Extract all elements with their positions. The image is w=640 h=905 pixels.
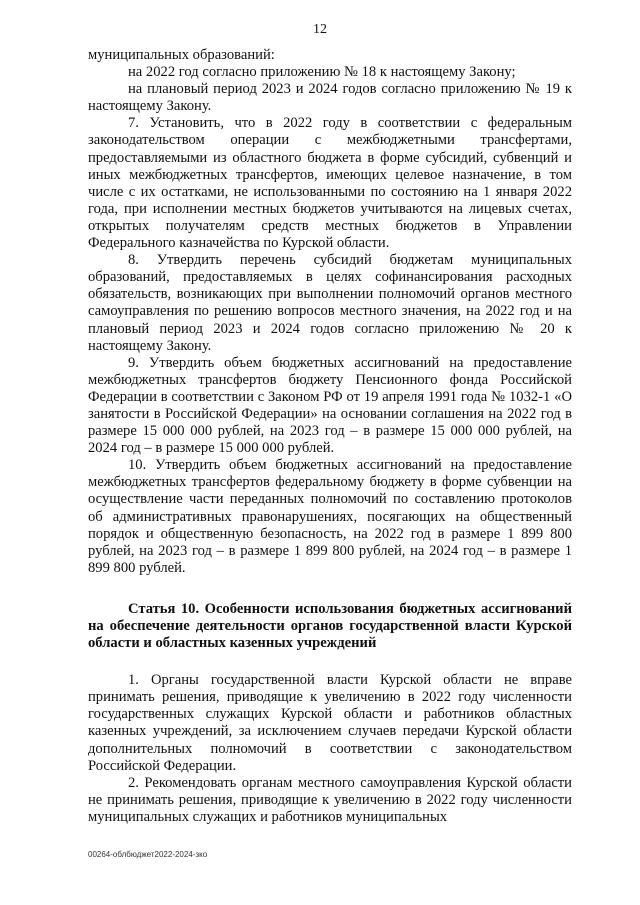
paragraph-item-9: 9. Утвердить объем бюджетных ассигнований на предоставление межбюджетных трансфертов бюджету Пенсионного фонда Российской Федерации в соответствии с Законом РФ от 19 апреля 1991 года № 1032-1 «О занятости в Российской Федерации» на основании соглашения на 2022 год в размере 15 000 000 рублей, на 2023 год – в размере 15 000 000 рублей, на 2024 год – в размере 15 000 000 рублей. <box>88 354 572 457</box>
paragraph-2022-annex: на 2022 год согласно приложению № 18 к настоящему Закону; <box>128 64 516 81</box>
spacer <box>88 577 572 601</box>
article-paragraph-2: 2. Рекомендовать органам местного самоуправления Курской области не принимать решения, приводящие к увеличению в 2022 году численности муниципальных служащих и работников муниципальных <box>88 774 572 825</box>
article-10-heading: Статья 10. Особенности использования бюджетных ассигнований на обеспечение деятельности органов государственной власти Курской области и областных казенных учреждений <box>88 600 572 652</box>
footer-document-code: 00264-облбюджет2022-2024-зко <box>88 850 208 859</box>
paragraph-item-10: 10. Утвердить объем бюджетных ассигнований на предоставление межбюджетных трансфертов федеральному бюджету в форме субвенции на осуществление части переданных полномочий по составлению протоколов об административных правонарушениях, посягающих на общественный порядок и общественную безопасность, на 2022 год в размере 1 899 800 рублей, на 2023 год – в размере 1 899 800 рублей, на 2024 год – в размере 1 899 800 рублей. <box>88 457 572 576</box>
paragraph-item-7: 7. Установить, что в 2022 году в соответствии с федеральным законодательством операции с межбюджетными трансфертами, предоставляемыми из областного бюджета в форме субсидий, субвенций и иных межбюджетных трансфертов, имеющих целевое назначение, в том числе с их остатками, не использованными по состоянию на 1 января 2022 года, при исполнении местных бюджетов учитываются на лицевых счетах, открытых получателям средств местных бюджетов в Управлении Федерального казначейства по Курской области. <box>88 115 572 252</box>
document-body <box>88 47 572 826</box>
paragraph-planning-annex: на плановый период 2023 и 2024 годов согласно приложению № 19 к настоящему Закону. <box>88 81 572 115</box>
page-number: 12 <box>313 22 327 37</box>
spacer <box>88 652 572 672</box>
paragraph-continuation: муниципальных образований: <box>88 47 275 63</box>
paragraph-item-8: 8. Утвердить перечень субсидий бюджетам муниципальных образований, предоставляемых в целях софинансирования расходных обязательств, возникающих при выполнении полномочий органов местного самоуправления по решению вопросов местного значения, на 2022 год и на плановый период 2023 и 2024 годов согласно приложению № 20 к настоящему Закону. <box>88 252 572 354</box>
article-paragraph-1: 1. Органы государственной власти Курской области не вправе принимать решения, приводящие к увеличению в 2022 году численности государственных служащих Курской области и работников областных казенных учреждений, за исключением случаев передачи Курской области дополнительных полномочий в соответствии с законодательством Российской Федерации. <box>88 672 572 774</box>
